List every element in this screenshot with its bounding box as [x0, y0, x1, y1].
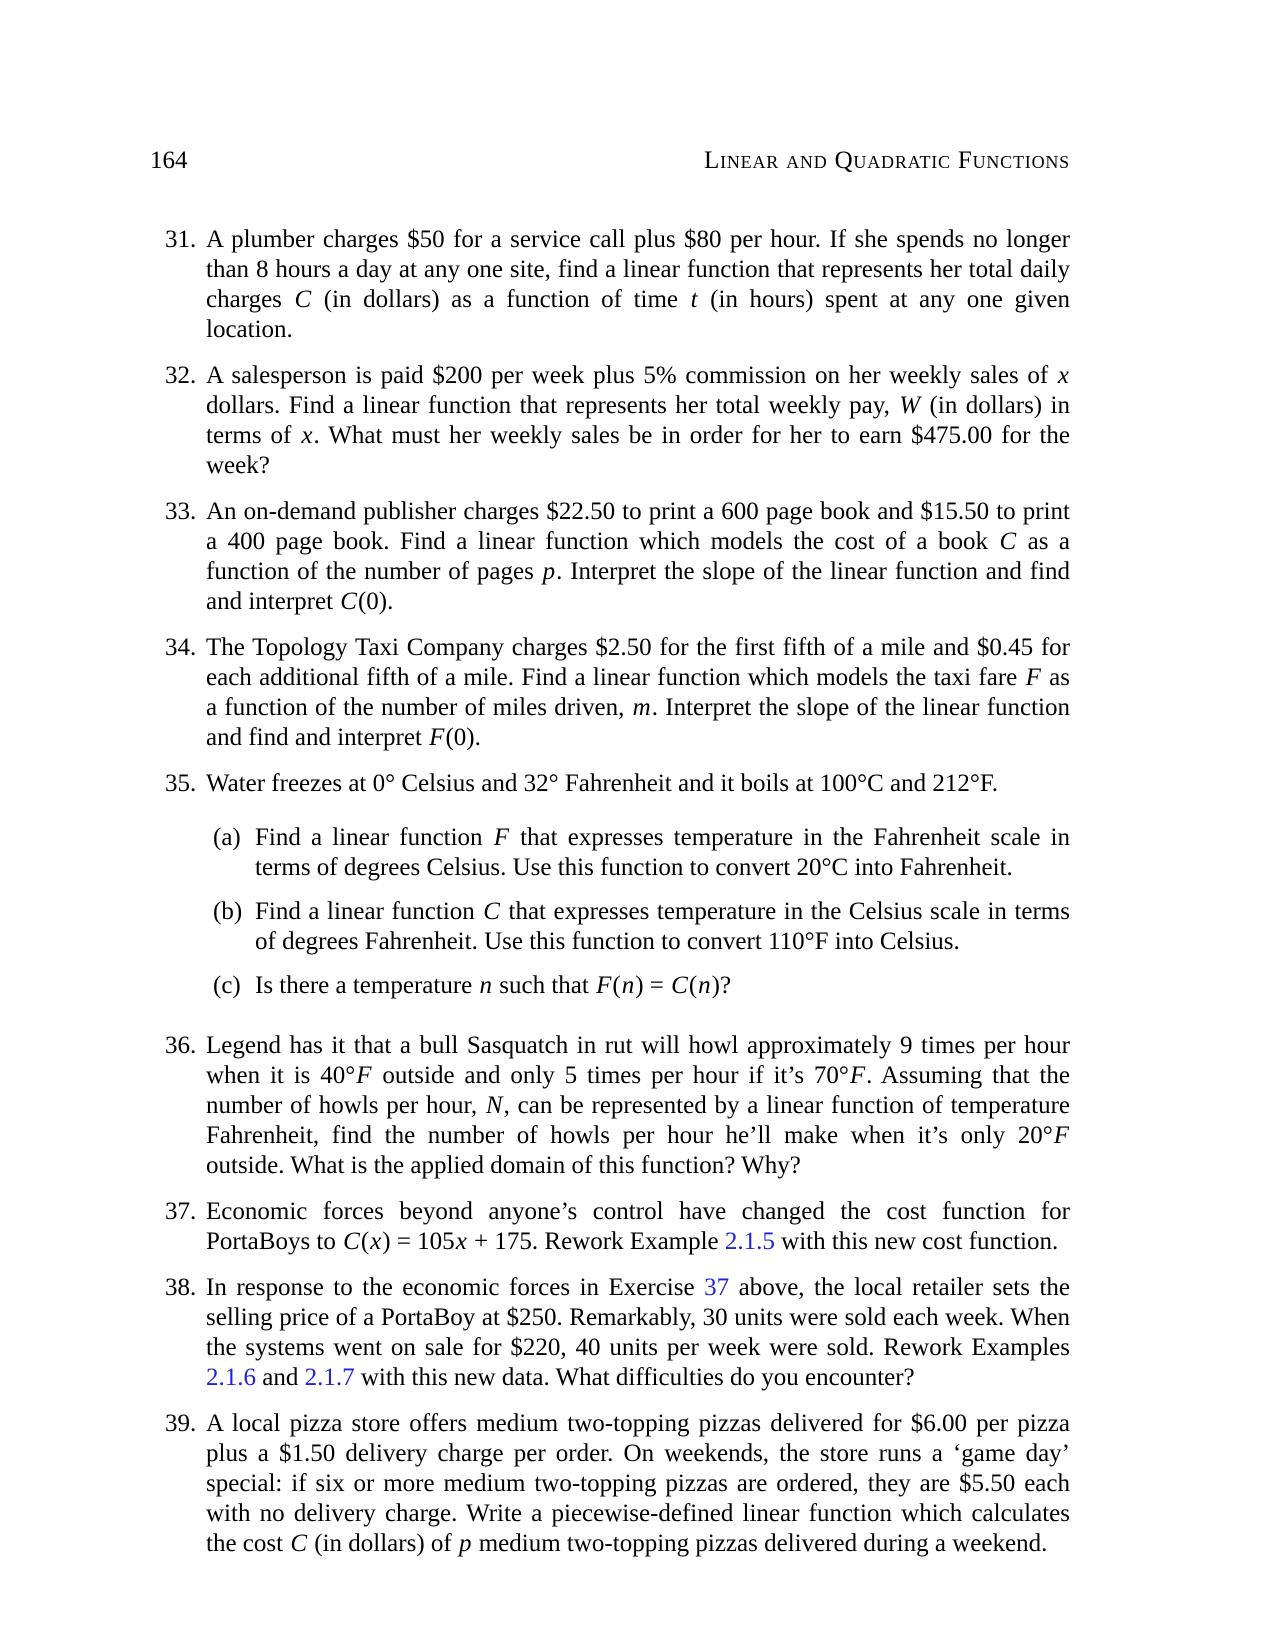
- math-variable: x: [301, 422, 313, 449]
- subexercise-label: (b): [213, 898, 243, 925]
- exercise-item: [150, 361, 1070, 481]
- subexercise-text: [255, 823, 1070, 883]
- math-variable: C: [483, 898, 500, 925]
- text-run: above, the local retailer sets the selling price of a PortaBoy at $250. Remarkably, 30 units were sold each week. When the systems went on sale for $220, 40 units per week were sold. Rework Examples: [206, 1274, 1071, 1361]
- exercise-paragraph: [206, 361, 1070, 481]
- exercise-number: 33.: [165, 498, 197, 525]
- math-variable: C: [294, 286, 312, 313]
- exercise-text: [206, 1197, 1070, 1257]
- text-run: Find a linear function: [255, 824, 493, 851]
- math-variable: N: [485, 1092, 503, 1119]
- math-variable: p: [542, 558, 556, 585]
- exercise-item: [150, 225, 1070, 345]
- subexercise-text: [255, 971, 1070, 1001]
- cross-reference-link[interactable]: 2.1.5: [724, 1228, 775, 1255]
- subexercise-list: [206, 823, 1070, 1001]
- exercise-text: [206, 1031, 1070, 1181]
- text-run: (in dollars) as a function of time: [312, 286, 690, 313]
- subexercise-item: [206, 897, 1070, 957]
- text-run: In response to the economic forces in Exercise: [206, 1274, 705, 1301]
- math-variable: x: [370, 1228, 382, 1255]
- text-run: . Interpret the slope of the linear function and find and interpret: [206, 558, 1070, 615]
- math-variable: m: [632, 694, 651, 721]
- text-run: with this new data. What difficulties do you encounter?: [354, 1364, 915, 1391]
- math-variable: C: [340, 588, 357, 615]
- math-variable: W: [899, 392, 921, 419]
- text-run: . Assuming that the number of howls per hour,: [206, 1062, 1070, 1119]
- text-run: with this new cost function.: [774, 1228, 1059, 1255]
- page-number: 164: [150, 147, 188, 174]
- math-variable: F: [356, 1062, 372, 1089]
- text-run: . What must her weekly sales be in order for her to earn $475.00 for the week?: [206, 422, 1070, 479]
- text-run: Economic forces beyond anyone’s control have changed the cost function for PortaBoys to: [206, 1198, 1070, 1255]
- text-run: ) = 105: [382, 1228, 455, 1255]
- exercise-number: 32.: [165, 362, 197, 389]
- text-run: (: [612, 972, 621, 999]
- cross-reference-link[interactable]: 2.1.6: [206, 1364, 256, 1391]
- math-variable: F: [849, 1062, 866, 1089]
- math-variable: C: [999, 528, 1017, 555]
- text-run: that expresses temperature in the Fahrenheit scale in terms of degrees Celsius. Use this function to convert 20°C into Fahrenheit.: [255, 824, 1071, 881]
- exercise-paragraph: [206, 769, 1070, 799]
- math-variable: C: [343, 1228, 360, 1255]
- subexercise-item: [206, 823, 1070, 883]
- exercise-paragraph: [206, 1197, 1070, 1257]
- exercise-number: 36.: [165, 1032, 197, 1059]
- math-variable: p: [458, 1530, 472, 1557]
- exercise-number: 31.: [165, 226, 197, 253]
- math-variable: F: [596, 972, 612, 999]
- cross-reference-link[interactable]: 37: [704, 1274, 730, 1301]
- text-run: as a function of the number of pages: [206, 528, 1071, 585]
- exercise-item: [150, 1409, 1070, 1559]
- chapter-header-title: Linear and Quadratic Functions: [704, 147, 1070, 174]
- math-variable: F: [493, 824, 509, 851]
- exercise-number: 37.: [165, 1198, 197, 1225]
- math-variable: n: [621, 972, 635, 999]
- text-run: An on-demand publisher charges $22.50 to print a 600 page book and $15.50 to print a 400 page book. Find a linear function which models the cost of a book: [206, 498, 1070, 555]
- text-run: A local pizza store offers medium two-topping pizzas delivered for $6.00 per pizza plus a $1.50 delivery charge per order. On weekends, the store runs a ‘game day’ special: if six or more medium two-topping pizzas are ordered, they are $5.50 each with no delivery charge. Write a piecewise-defined linear function which calculates the cost: [206, 1410, 1070, 1557]
- text-run: such that: [493, 972, 596, 999]
- text-run: as a function of the number of miles driven,: [206, 664, 1071, 721]
- exercise-text: [206, 1409, 1070, 1559]
- math-variable: n: [479, 972, 492, 999]
- exercise-number: 34.: [165, 634, 197, 661]
- math-variable: F: [1025, 664, 1041, 691]
- exercise-item: [150, 1031, 1070, 1181]
- exercise-paragraph: [206, 1409, 1070, 1559]
- text-run: (in hours) spent at any one given location.: [206, 286, 1070, 343]
- exercise-paragraph: [206, 497, 1070, 617]
- exercise-paragraph: [206, 225, 1070, 345]
- text-run: Water freezes at 0° Celsius and 32° Fahrenheit and it boils at 100°C and 212°F.: [206, 770, 999, 797]
- text-run: Legend has it that a bull Sasquatch in rut will howl approximately 9 times per hour when it is 40°: [206, 1032, 1070, 1089]
- cross-reference-link[interactable]: 2.1.7: [304, 1364, 355, 1391]
- text-run: (: [360, 1228, 370, 1255]
- exercise-number: 39.: [165, 1410, 197, 1437]
- math-variable: x: [455, 1228, 467, 1255]
- subexercise-paragraph: [255, 823, 1070, 883]
- math-variable: F: [429, 724, 445, 751]
- text-run: and: [256, 1364, 305, 1391]
- subexercise-paragraph: [255, 897, 1070, 957]
- subexercise-text: [255, 897, 1070, 957]
- text-run: medium two-topping pizzas delivered during a weekend.: [472, 1530, 1048, 1557]
- math-variable: C: [290, 1530, 308, 1557]
- exercise-paragraph: [206, 1031, 1070, 1181]
- text-run: ) =: [635, 972, 671, 999]
- exercise-text: [206, 1273, 1070, 1393]
- math-variable: n: [698, 972, 711, 999]
- text-run: (: [688, 972, 698, 999]
- math-variable: t: [690, 286, 698, 313]
- text-run: Is there a temperature: [255, 972, 479, 999]
- text-run: (0).: [357, 588, 394, 615]
- exercise-item: [150, 769, 1070, 1015]
- text-run: outside. What is the applied domain of this function? Why?: [206, 1152, 801, 1179]
- exercise-paragraph: [206, 1273, 1070, 1393]
- exercise-text: [206, 225, 1070, 345]
- text-run: (in dollars) in terms of: [206, 392, 1070, 449]
- text-run: (0).: [445, 724, 481, 751]
- text-run: A salesperson is paid $200 per week plus 5% commission on her weekly sales of: [206, 362, 1057, 389]
- text-run: outside and only 5 times per hour if it’s 70°: [372, 1062, 849, 1089]
- subexercise-label: (c): [213, 972, 241, 999]
- exercise-number: 38.: [165, 1274, 197, 1301]
- math-variable: C: [671, 972, 688, 999]
- text-run: Find a linear function: [255, 898, 483, 925]
- text-run: . Interpret the slope of the linear function and find and interpret: [206, 694, 1071, 751]
- text-run: , can be represented by a linear function of temperature Fahrenheit, find the number of howls per hour he’ll make when it’s only 20°: [206, 1092, 1070, 1149]
- exercise-text: [206, 633, 1070, 753]
- text-run: dollars. Find a linear function that represents her total weekly pay,: [206, 392, 899, 419]
- page-header: [150, 146, 1070, 176]
- exercise-item: [150, 633, 1070, 753]
- text-run: )?: [711, 972, 732, 999]
- exercise-text: [206, 361, 1070, 481]
- exercise-item: [150, 1273, 1070, 1393]
- exercise-item: [150, 1197, 1070, 1257]
- text-run: + 175. Rework Example: [467, 1228, 725, 1255]
- exercise-text: [206, 769, 1070, 1015]
- subexercise-label: (a): [213, 824, 241, 851]
- text-run: A plumber charges $50 for a service call plus $80 per hour. If she spends no longer than 8 hours a day at any one site, find a linear function that represents her total daily charges: [206, 226, 1070, 313]
- exercise-text: [206, 497, 1070, 617]
- exercise-list: [150, 225, 1070, 1559]
- math-variable: F: [1053, 1122, 1069, 1149]
- subexercise-item: [206, 971, 1070, 1001]
- math-variable: x: [1057, 362, 1069, 389]
- exercise-number: 35.: [165, 770, 197, 797]
- text-run: The Topology Taxi Company charges $2.50 for the first fifth of a mile and $0.45 for each additional fifth of a mile. Find a linear function which models the taxi fare: [206, 634, 1070, 691]
- subexercise-paragraph: [255, 971, 1070, 1001]
- exercise-paragraph: [206, 633, 1070, 753]
- exercise-item: [150, 497, 1070, 617]
- text-run: (in dollars) of: [308, 1530, 458, 1557]
- text-run: that expresses temperature in the Celsius scale in terms of degrees Fahrenheit. Use this function to convert 110°F into Celsius.: [255, 898, 1070, 955]
